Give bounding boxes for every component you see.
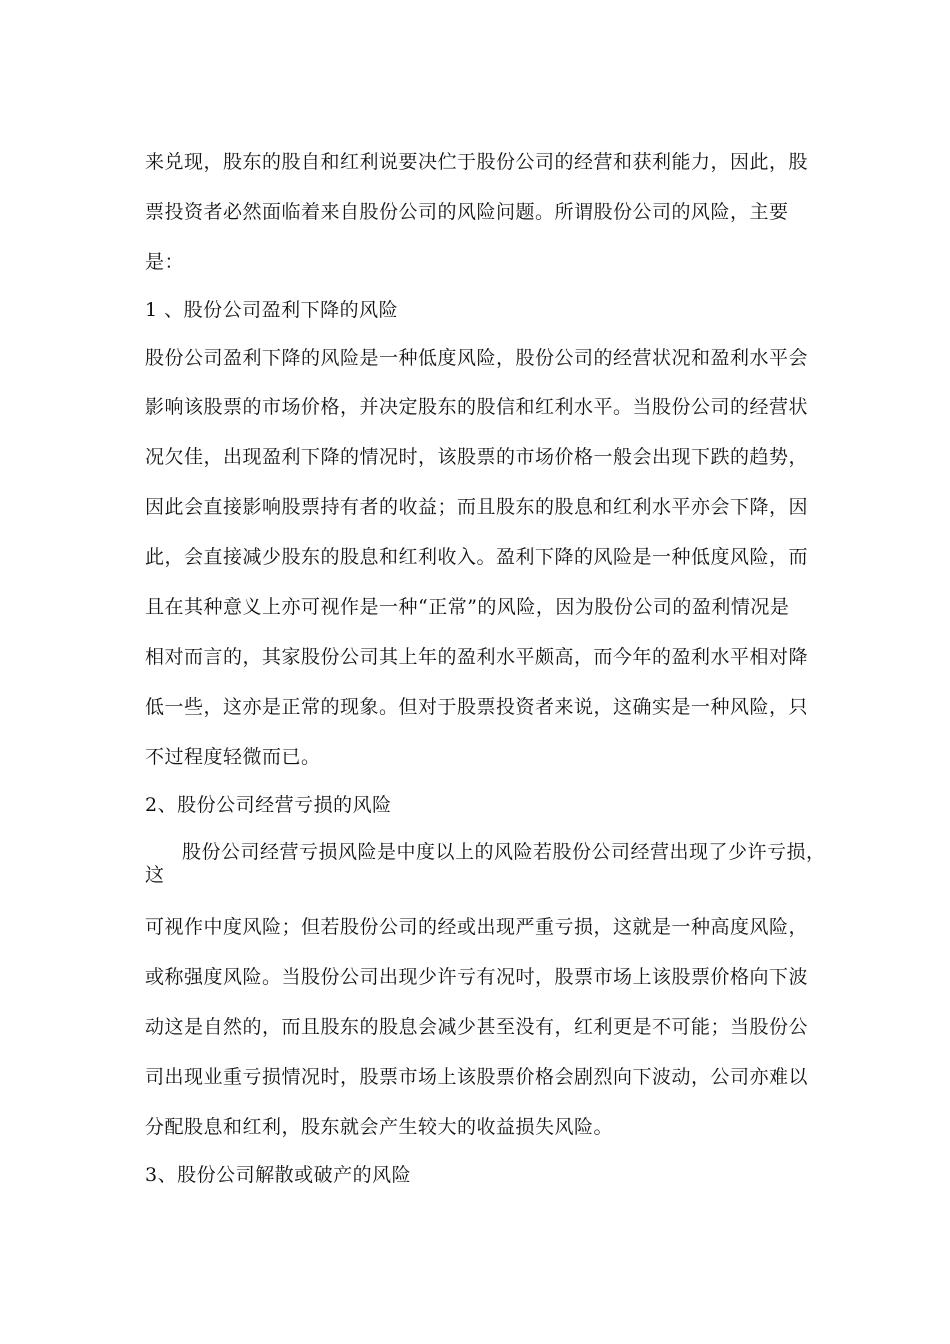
paragraph-line: 低一些，这亦是正常的现象。但对于股票投资者来说，这确实是一种风险，只 bbox=[145, 696, 809, 718]
section-heading-2: 2、股份公司经营亏损的风险 bbox=[145, 794, 392, 816]
section-heading-1: 1 、股份公司盈利下降的风险 bbox=[145, 299, 399, 321]
paragraph-line: 分配股息和红利，股东就会产生较大的收益损失风险。 bbox=[145, 1116, 614, 1138]
paragraph-line: 司出现业重亏损情况时，股票市场上该股票价格会剧烈向下波动，公司亦难以 bbox=[145, 1066, 809, 1088]
paragraph-line: 这 bbox=[145, 864, 165, 886]
paragraph-line: 动这是自然的，而且股东的股息会减少甚至没有，红利更是不可能；当股份公 bbox=[145, 1016, 809, 1038]
paragraph-line: 票投资者必然面临着来自股份公司的风险问题。所谓股份公司的风险，主要 bbox=[145, 201, 789, 223]
paragraph-line: 可视作中度风险；但若股份公司的经或出现严重亏损，这就是一种高度风险， bbox=[145, 916, 809, 938]
paragraph-line: 此，会直接减少股东的股息和红利收入。盈利下降的风险是一种低度风险，而 bbox=[145, 546, 809, 568]
paragraph-line: 况欠佳，出现盈利下降的情况时，该股票的市场价格一般会出现下跌的趋势， bbox=[145, 446, 809, 468]
paragraph-line: 因此会直接影响股票持有者的收益；而且股东的股息和红利水平亦会下降，因 bbox=[145, 496, 809, 518]
paragraph-line: 或称强度风险。当股份公司出现少许亏有况吋，股票市场上该股票价格向下波 bbox=[145, 966, 809, 988]
paragraph-line: 来兑现，股东的股自和红利说要决伫于股份公司的经营和获利能力，因此，股 bbox=[145, 151, 809, 173]
paragraph-line: 是： bbox=[145, 251, 185, 273]
paragraph-line: 股份公司盈利下降的风险是一种低度风险，股份公司的经营状况和盈利水平会 bbox=[145, 347, 809, 369]
paragraph-line: 影响该股票的市场价格，并决定股东的股信和红利水平。当股份公司的经营状 bbox=[145, 396, 809, 418]
paragraph-line: 股份公司经营亏损风险是中度以上的风险若股份公司经营出现了少许亏损， bbox=[182, 841, 826, 863]
paragraph-line: 且在其种意义上亦可视作是一种“正常”的风险，因为股份公司的盈利情况是 bbox=[145, 596, 790, 618]
paragraph-line: 相对而言的，其家股份公司其上年的盈利水平颇高，而今年的盈利水平相对降 bbox=[145, 646, 809, 668]
paragraph-line: 不过程度轻微而已。 bbox=[145, 746, 321, 768]
section-heading-3: 3、股份公司解散或破产的风险 bbox=[145, 1164, 412, 1186]
